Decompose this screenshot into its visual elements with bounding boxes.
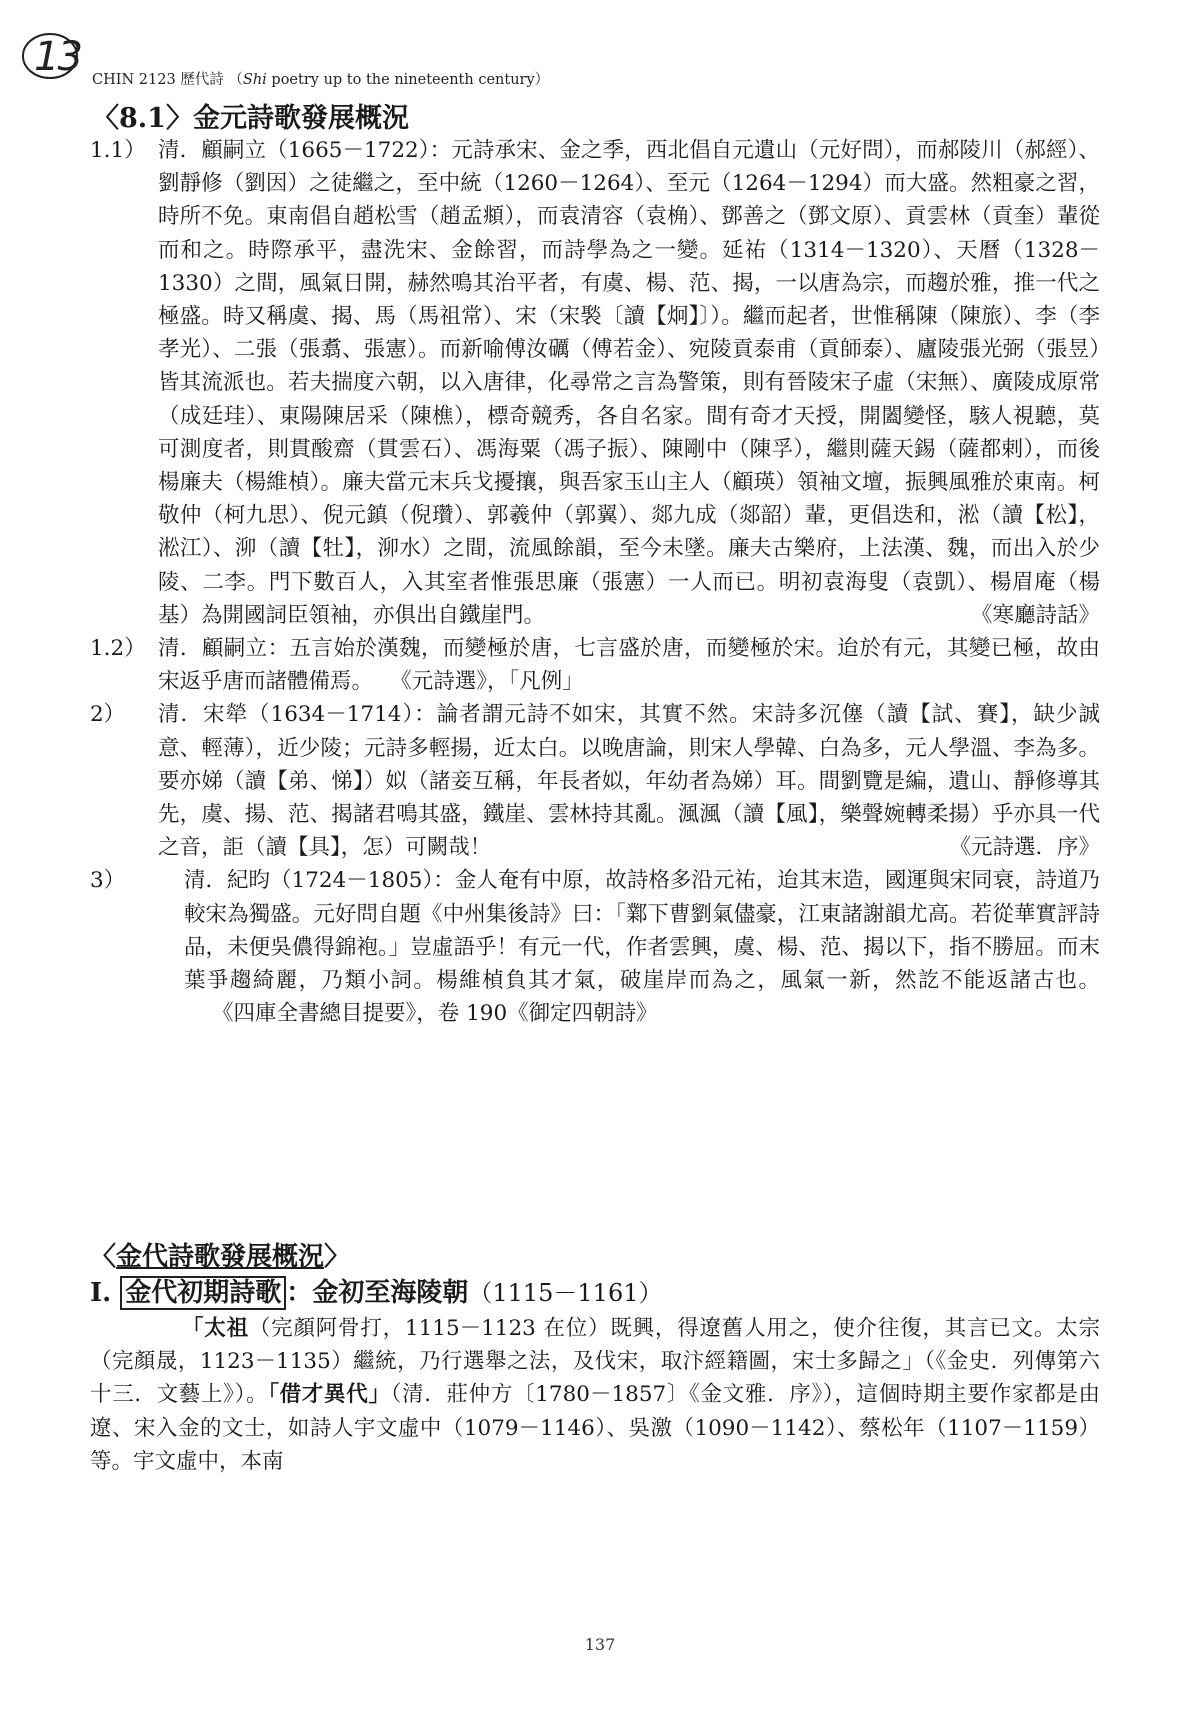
course-subtitle: poetry up to the nineteenth century） <box>266 72 550 88</box>
entry-source: 《四庫全書總目提要》，卷 190《御定四朝詩》 <box>212 1001 658 1027</box>
section-bracket-open: 〈 <box>90 1242 117 1272</box>
para-quote-start: 「太祖 <box>182 1316 249 1341</box>
handwritten-number-text: 13 <box>34 34 81 80</box>
subsection-heading <box>90 1272 662 1309</box>
entry-source: 《寒廳詩話》 <box>970 602 1100 628</box>
para-text-1: （完顏阿骨打，1115－1123 在位）既興，得遼舊人用之，使介往復，其言已文。太宗（完顏晟，1123－1135）繼統，乃行選舉之法，及伐宋，取汴經籍圖，宋士多歸之」（《金史．列傳第六十三．文藝上》）。 <box>90 1316 1100 1408</box>
entry-text-content: 清．顧嗣立：五言始於漢魏，而變極於唐，七言盛於唐，而變極於宋。迨於有元，其變已極，故由宋返乎唐而諸體備焉。 <box>158 636 1100 695</box>
entry-text-content: 清．宋犖（1634－1714）：論者謂元詩不如宋，其實不然。宋詩多沉僿（讀【試、賽】，缺少誠意、輕薄），近少陵；元詩多輕揚，近太白。以晚唐論，則宋人學韓、白為多，元人學溫、李為多。要亦娣（讀【弟、悌】）姒（諸妾互稱，年長者姒，年幼者為娣）耳。間劉覽是編，遺山、靜修導其先，虞、揚、范、揭諸君鳴其盛，鐵崖、雲林持其亂。渢渢（讀【風】，樂聲婉轉柔揚）乎亦具一代之音，詎（讀【具】，怎）可闕哉！ <box>158 702 1100 861</box>
entry-label: 1.1） <box>90 138 146 163</box>
quotation-list <box>90 134 1100 1030</box>
section-heading-jin <box>90 1236 350 1273</box>
entry-source: 《元詩選．序》 <box>949 835 1100 861</box>
entry-text <box>158 134 1100 632</box>
course-header <box>92 68 549 89</box>
subsection-boxed-title: 金代初期詩歌 <box>120 1276 286 1310</box>
entry-source: 《元詩選》，「凡例」 <box>401 669 584 695</box>
course-italic: Shi <box>242 72 267 88</box>
entry-label: 2） <box>90 702 126 728</box>
subsection-colon: ： <box>286 1278 313 1308</box>
para-text-2: （清．莊仲方〔1780－1857〕《金文雅．序》），這個時期主要作家都是由遼、宋入金的文士，如詩人宇文虛中（1079－1146）、吳激（1090－1142）、蔡松年（1107－1159）等。宇文虛中，本南 <box>90 1382 1100 1474</box>
entry-text <box>158 632 1100 698</box>
quotation-entry <box>90 134 1100 632</box>
course-code: CHIN 2123 歷代詩 <box>92 72 224 88</box>
quotation-entry <box>90 698 1100 864</box>
section-title: 金代詩歌發展概況 <box>116 1242 325 1272</box>
entry-text-content: 清．紀昀（1724－1805）：金人奄有中原，故詩格多沿元祐，迨其末造，國運與宋同衰，詩道乃較宋為獨盛。元好問自題《中州集後詩》曰：「鄴下曹劉氣儘豪，江東諸謝韻尤高。若從華實評詩品，未便吳儂得錦袍。」豈虛語乎！有元一代，作者雲興，虞、楊、范、揭以下，指不勝屈。而末葉爭趨綺麗，乃類小詞。楊維楨負其才氣，破崖岸而為之，風氣一新，然訖不能返諸古也。 <box>184 868 1100 994</box>
entry-label: 1.2） <box>90 636 146 662</box>
section-bracket-close: 〉 <box>324 1242 351 1272</box>
subsection-title: 金初至海陵朝 <box>312 1278 469 1308</box>
subsection-numeral: I. <box>90 1278 112 1308</box>
handwritten-page-number <box>20 30 84 82</box>
entry-text <box>158 698 1100 864</box>
entry-text <box>184 864 1100 1030</box>
course-paren-open: （ <box>228 72 243 88</box>
entry-label: 3） <box>90 868 126 894</box>
page-title: 〈8.1〉金元詩歌發展概況 <box>92 103 409 134</box>
quotation-entry <box>90 864 1100 1030</box>
para-quote-jiecai: 「借才異代」 <box>268 1382 391 1408</box>
subsection-years: （1115－1161） <box>468 1279 663 1307</box>
page-number: 137 <box>584 1635 616 1654</box>
entry-text-content: 清．顧嗣立（1665－1722）：元詩承宋、金之季，西北倡自元遺山（元好問），而郝陵川（郝經）、劉靜修（劉因）之徒繼之，至中統（1260－1264）、至元（1264－1294）而大盛。然粗豪之習，時所不免。東南倡自趙松雪（趙孟頫），而袁清容（袁桷）、鄧善之（鄧文原）、貢雲林（貢奎）輩從而和之。時際承平，盡洗宋、金餘習，而詩學為之一變。延祐（1314－1320）、天曆（1328－1330）之間，風氣日開，赫然鳴其治平者，有虞、楊、范、揭，一以唐為宗，而趨於雅，推一代之極盛。時又稱虞、揭、馬（馬祖常）、宋（宋褧〔讀【炯】〕）。繼而起者，世惟稱陳（陳旅）、李（李孝光）、二張（張翥、張憲）。而新喻傅汝礪（傅若金）、宛陵貢泰甫（貢師泰）、廬陵張光弼（張昱）皆其流派也。若夫揣度六朝，以入唐律，化尋常之言為警策，則有晉陵宋子虛（宋無）、廣陵成原常（成廷珪）、東陽陳居采（陳樵），標奇競秀，各自名家。間有奇才天授，開闔變怪，駭人視聽，莫可測度者，則貫酸齋（貫雲石）、馮海粟（馮子振）、陳剛中（陳孚），繼則薩天錫（薩都剌），而後楊廉夫（楊維楨）。廉夫當元末兵戈擾攘，與吾家玉山主人（顧瑛）領袖文壇，振興風雅於東南。柯敬仲（柯九思）、倪元鎮（倪瓚）、郭羲仲（郭翼）、郯九成（郯韶）輩，更倡迭和，淞（讀【松】，淞江）、泖（讀【牡】，泖水）之間，流風餘韻，至今未墜。廉夫古樂府，上法漢、魏，而出入於少陵、二李。門下數百人，入其室者惟張思廉（張憲）一人而已。明初袁海叟（袁凱）、楊眉庵（楊基）為開國詞臣領袖，亦俱出自鐵崖門。 <box>158 138 1100 628</box>
quotation-entry <box>90 632 1100 698</box>
body-paragraph <box>90 1312 1100 1478</box>
